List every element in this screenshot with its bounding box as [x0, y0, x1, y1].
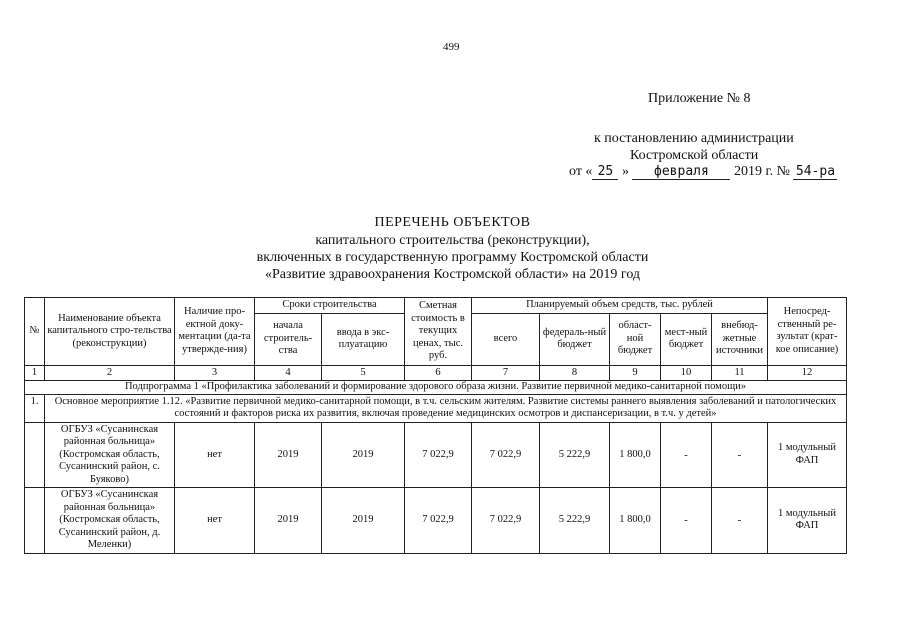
resolution-date-line: [569, 164, 837, 180]
federal-cell: 5 222,9: [540, 422, 610, 488]
result-cell: 1 модульный ФАП: [768, 488, 847, 554]
federal-cell: 5 222,9: [540, 488, 610, 554]
col-num: 3: [175, 365, 255, 381]
cost-cell: 7 022,9: [405, 422, 472, 488]
local-cell: -: [661, 488, 712, 554]
col-num: 5: [322, 365, 405, 381]
header-name: Наименование объекта капитального стро-тельства (реконструкции): [45, 298, 175, 366]
table-row: [25, 422, 847, 488]
commission-cell: 2019: [322, 488, 405, 554]
header-commission: ввода в экс-плуатацию: [322, 313, 405, 365]
header-terms: Сроки строительства: [255, 298, 405, 314]
title-line-3: включенных в государственную программу Костромской области: [256, 250, 649, 265]
header-result: Непосред-ственный ре-зультат (крат-кое описание): [768, 298, 847, 366]
col-num: 12: [768, 365, 847, 381]
col-num: 10: [661, 365, 712, 381]
objects-table: [24, 297, 847, 554]
total-cell: 7 022,9: [472, 488, 540, 554]
total-cell: 7 022,9: [472, 422, 540, 488]
regional-cell: 1 800,0: [610, 422, 661, 488]
docs-cell: нет: [175, 488, 255, 554]
col-num: 2: [45, 365, 175, 381]
col-num: 9: [610, 365, 661, 381]
object-name: ОГБУЗ «Сусанинская районная больница» (Костромская область, Сусанинский район, д. Меленки): [45, 488, 175, 554]
header-start: начала строитель-ства: [255, 313, 322, 365]
header-regional: област-ной бюджет: [610, 313, 661, 365]
date-quote-close: »: [621, 164, 629, 179]
header-federal: федераль-ный бюджет: [540, 313, 610, 365]
col-num: 7: [472, 365, 540, 381]
object-name: ОГБУЗ «Сусанинская районная больница» (Костромская область, Сусанинский район, с. Буяково): [45, 422, 175, 488]
start-cell: 2019: [255, 488, 322, 554]
date-day: 25: [592, 164, 618, 180]
commission-cell: 2019: [322, 422, 405, 488]
date-month: февраля: [632, 164, 730, 180]
header-no: №: [25, 298, 45, 366]
col-num: 11: [712, 365, 768, 381]
event-number: 1.: [25, 394, 45, 422]
col-num: 6: [405, 365, 472, 381]
event-description: Основное мероприятие 1.12. «Развитие первичной медико-санитарной помощи, в т.ч. сельским жителям. Развитие системы раннего выявления заболеваний и патологических состояний и факторов риска их развития, включая проведение медицинских осмотров и диспансеризации, в т.ч. у детей»: [45, 394, 847, 422]
date-year: 2019 г. №: [733, 164, 790, 179]
col-num: 4: [255, 365, 322, 381]
header-extra: внебюд-жетные источники: [712, 313, 768, 365]
col-num: 8: [540, 365, 610, 381]
document-title: ПЕРЕЧЕНЬ ОБЪЕКТОВ: [374, 215, 531, 230]
resolution-number: 54-ра: [793, 164, 837, 180]
page-number: 499: [443, 41, 460, 53]
regional-cell: 1 800,0: [610, 488, 661, 554]
date-prefix: от «: [569, 164, 593, 179]
col-num: 1: [25, 365, 45, 381]
extra-cell: -: [712, 422, 768, 488]
header-cost: Сметная стоимость в текущих ценах, тыс. руб.: [405, 298, 472, 366]
appendix-label: Приложение № 8: [648, 91, 751, 106]
row-empty-no: [25, 488, 45, 554]
result-cell: 1 модульный ФАП: [768, 422, 847, 488]
start-cell: 2019: [255, 422, 322, 488]
resolution-line-1: к постановлению администрации: [594, 131, 794, 146]
header-docs: Наличие про-ектной доку-ментации (да-та утвержде-ния): [175, 298, 255, 366]
header-funds: Планируемый объем средств, тыс. рублей: [472, 298, 768, 314]
title-line-4: «Развитие здравоохранения Костромской области» на 2019 год: [264, 267, 641, 282]
table-row: [25, 488, 847, 554]
title-line-2: капитального строительства (реконструкции),: [315, 233, 590, 248]
row-empty-no: [25, 422, 45, 488]
header-total: всего: [472, 313, 540, 365]
extra-cell: -: [712, 488, 768, 554]
header-local: мест-ный бюджет: [661, 313, 712, 365]
subprogram-row: Подпрограмма 1 «Профилактика заболеваний и формирование здорового образа жизни. Развитие первичной медико-санитарной помощи»: [25, 381, 847, 395]
docs-cell: нет: [175, 422, 255, 488]
resolution-line-2: Костромской области: [630, 148, 759, 163]
local-cell: -: [661, 422, 712, 488]
cost-cell: 7 022,9: [405, 488, 472, 554]
column-number-row: [25, 365, 847, 381]
